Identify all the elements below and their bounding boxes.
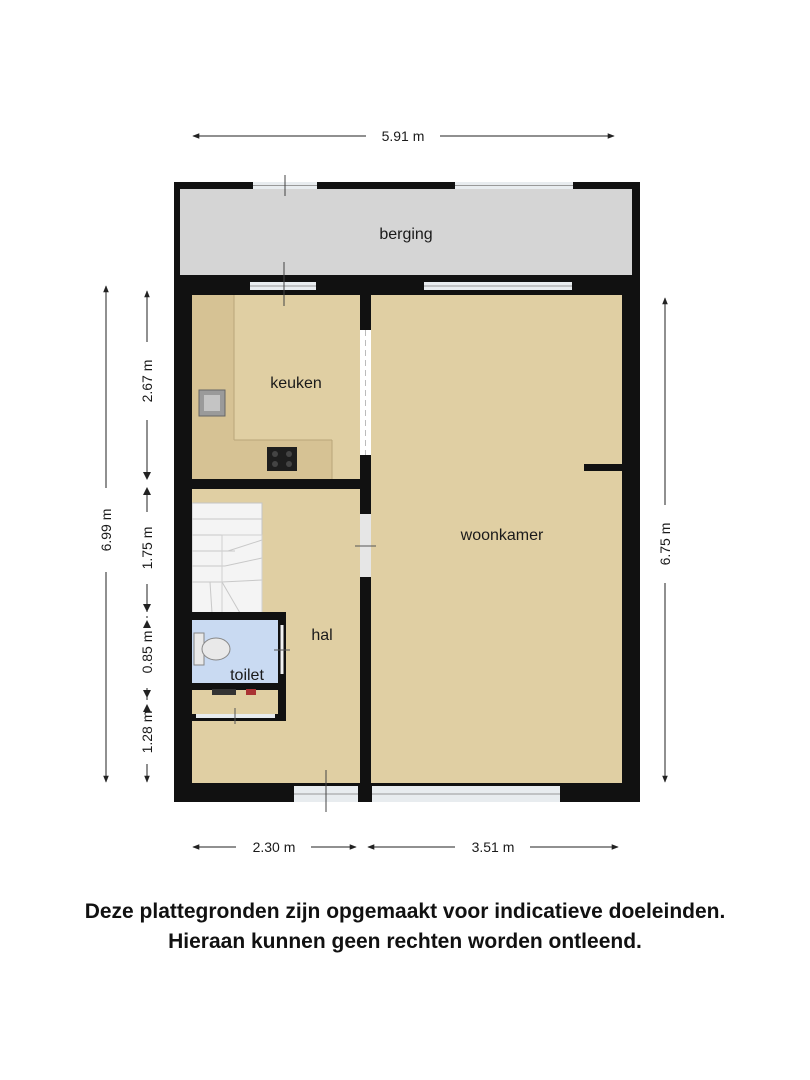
room-label-toilet: toilet: [230, 667, 264, 684]
dim-bottom-left: 2.30 m: [252, 839, 296, 855]
dim-right-height: 6.75 m: [657, 522, 673, 566]
disclaimer-line-1: Deze plattegronden zijn opgemaakt voor indicatieve doeleinden.: [84, 900, 726, 923]
dim-left-total: 6.99 m: [98, 508, 114, 552]
dim-left-bottom: 1.28 m: [139, 710, 155, 754]
room-label-keuken: keuken: [270, 375, 322, 392]
dim-left-keuken: 2.67 m: [139, 359, 155, 403]
room-label-hal: hal: [311, 627, 333, 644]
cooktop-icon: [267, 447, 297, 471]
window-woonkamer-bottom: [372, 786, 560, 802]
dim-left-toilet: 0.85 m: [139, 630, 155, 674]
window-woonkamer-top: [424, 282, 572, 290]
sliding-door: [360, 330, 371, 455]
wall-stub: [584, 464, 624, 471]
disclaimer: [0, 897, 810, 957]
dim-left-stair: 1.75 m: [139, 526, 155, 570]
disclaimer-line-2: Hieraan kunnen geen rechten worden ontleend.: [168, 930, 642, 953]
room-label-woonkamer: woonkamer: [460, 527, 544, 544]
room-label-berging: berging: [379, 226, 433, 243]
window-top-right: [455, 182, 573, 189]
dim-top-width: 5.91 m: [381, 128, 425, 144]
wall-keuken-hal: [180, 479, 366, 489]
wall-left: [180, 289, 192, 789]
dim-bottom-right: 3.51 m: [471, 839, 515, 855]
kitchen-counter-bottom: [192, 440, 332, 479]
